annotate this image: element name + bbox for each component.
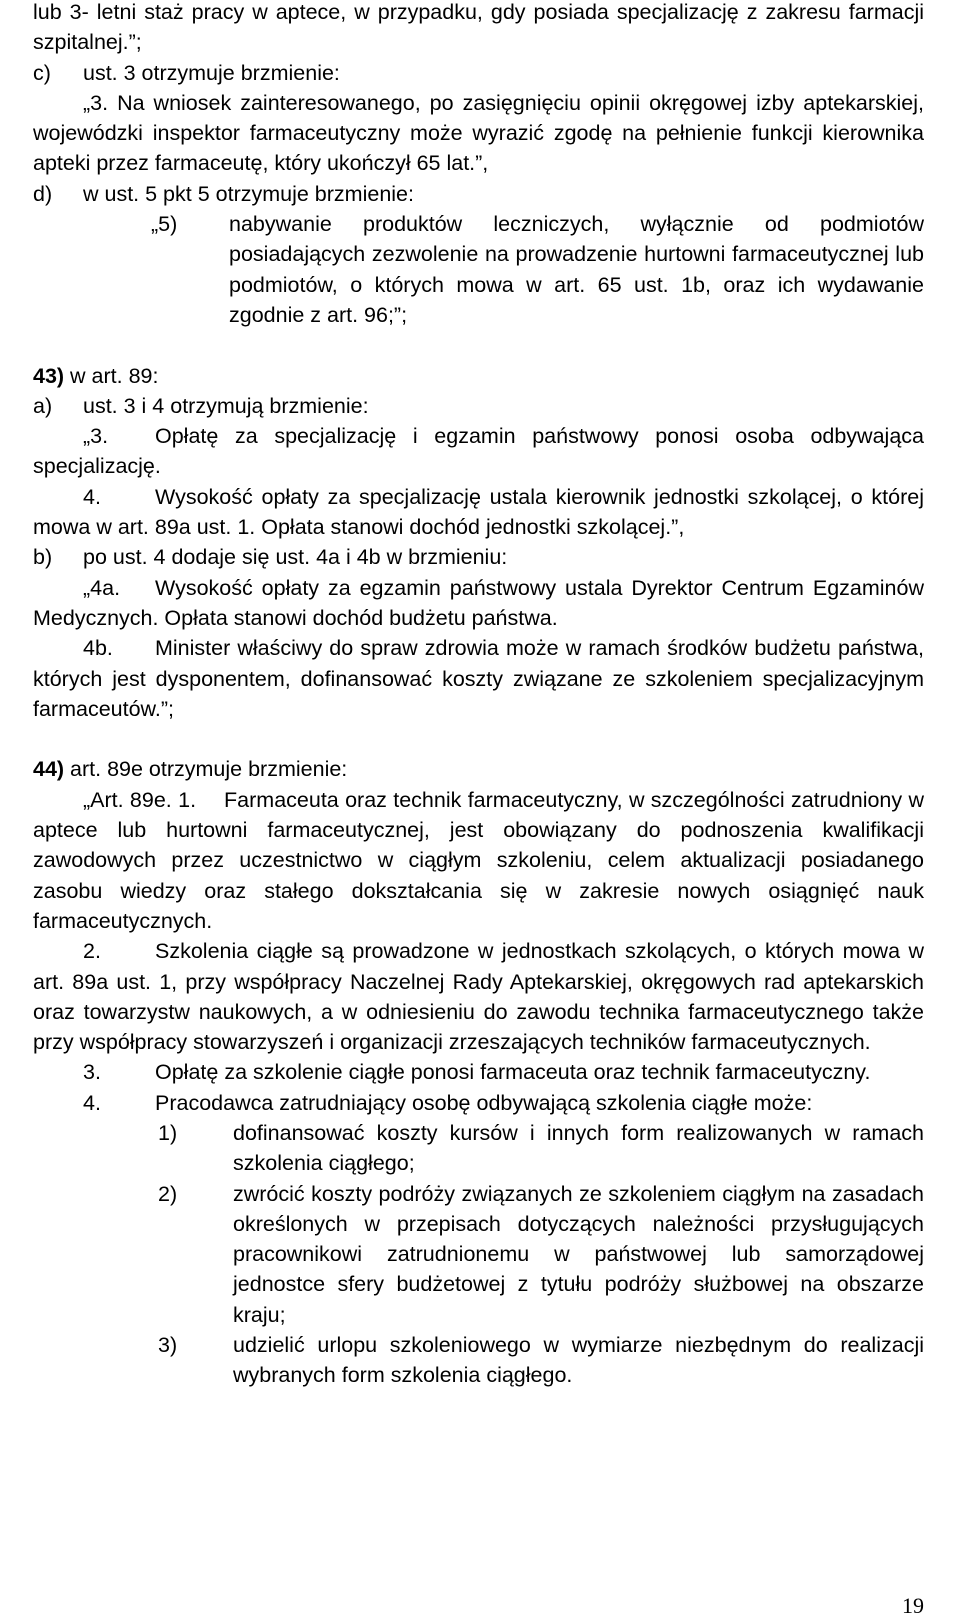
list-item-a [33, 391, 924, 421]
paragraph-number: 4. [83, 484, 101, 509]
paragraph-text: Wysokość opłaty za egzamin państwowy ustala Dyrektor Centrum Egzaminów Medycznych. Opłata stanowi dochód budżetu państwa. [33, 575, 924, 630]
list-point-3 [33, 1330, 924, 1391]
paragraph-4b [33, 633, 924, 724]
list-item-c [33, 58, 924, 88]
point-label: 1) [158, 1120, 178, 1145]
paragraph-text: Szkolenia ciągłe są prowadzone w jednostkach szkolących, o których mowa w art. 89a ust. 1, przy współpracy Naczelnej Rady Aptekarskiej, okręgowych rad aptekarskich oraz towarzystw naukowych, a w odniesieniu do zawodu technika farmaceutycznego także przy współpracy stowarzyszeń i organizacji zrzeszających techników farmaceutycznych. [33, 939, 924, 1055]
item-label: a) [33, 393, 53, 418]
point-text: zwrócić koszty podróży związanych ze szkoleniem ciągłym na zasadach określonych w przepisach dotyczących należności przysługujących pracownikowi zatrudnionemu w państwowej lub samorządowej jednostce sfery budżetowej z tytułu podróży służbowej na obszarze kraju; [233, 1181, 924, 1327]
paragraph-number: 3. [83, 1060, 101, 1085]
paragraph-3 [33, 421, 924, 482]
list-point-2 [33, 1179, 924, 1330]
item-text: ust. 3 otrzymuje brzmienie: [83, 60, 340, 85]
paragraph-4 [33, 482, 924, 543]
paragraph-number: „3. [83, 424, 109, 449]
section-heading-text: art. 89e otrzymuje brzmienie: [64, 757, 348, 782]
item-text: ust. 3 i 4 otrzymują brzmienie: [83, 393, 369, 418]
point-label: 2) [158, 1181, 178, 1206]
item-text: po ust. 4 dodaje się ust. 4a i 4b w brzmieniu: [83, 545, 508, 570]
paragraph-number: 2. [83, 939, 101, 964]
item-label: b) [33, 545, 53, 570]
quoted-point-5 [33, 209, 924, 330]
item-label: d) [33, 181, 53, 206]
point-text: nabywanie produktów leczniczych, wyłącznie od podmiotów posiadających zezwolenie na prowadzenie hurtowni farmaceutycznej lub podmiotów, o których mowa w art. 65 ust. 1b, oraz ich wydawanie zgodnie z art. 96;”; [229, 212, 924, 327]
paragraph-text: Opłatę za specjalizację i egzamin państwowy ponosi osoba odbywająca specjalizację. [33, 424, 924, 479]
spacer [33, 724, 924, 754]
point-text: udzielić urlopu szkoleniowego w wymiarze niezbędnym do realizacji wybranych form szkolenia ciągłego. [233, 1333, 924, 1388]
article-number: „Art. 89e. 1. [83, 787, 197, 812]
item-label: c) [33, 60, 51, 85]
list-item-b [33, 542, 924, 572]
paragraph-number: 4b. [83, 636, 113, 661]
document-body [33, 0, 924, 1391]
article-89e-paragraph-1 [33, 785, 924, 936]
page-number: 19 [902, 1593, 924, 1618]
section-heading-43 [33, 361, 924, 391]
paragraph-number: 4. [83, 1090, 101, 1115]
paragraph-text: Minister właściwy do spraw zdrowia może w ramach środków budżetu państwa, których jest dysponentem, dofinansować koszty związane ze szkoleniem specjalizacyjnym farmaceutów.”; [33, 636, 924, 721]
spacer [33, 330, 924, 360]
section-heading-text: w art. 89: [64, 363, 159, 388]
point-label: „5) [151, 212, 178, 237]
article-89e-paragraph-2 [33, 936, 924, 1057]
paragraph-text: Opłatę za szkolenie ciągłe ponosi farmaceuta oraz technik farmaceutyczny. [155, 1060, 871, 1085]
section-number: 43) [33, 363, 65, 388]
paragraph-text: Wysokość opłaty za specjalizację ustala kierownik jednostki szkolącej, o której mowa w art. 89a ust. 1. Opłata stanowi dochód jednostki szkolącej.”, [33, 484, 924, 540]
paragraph-text: Pracodawca zatrudniający osobę odbywającą szkolenia ciągłe może: [155, 1090, 813, 1115]
list-item-d [33, 179, 924, 209]
article-89e-paragraph-4 [33, 1088, 924, 1118]
paragraph-4a [33, 573, 924, 634]
item-text: w ust. 5 pkt 5 otrzymuje brzmienie: [83, 181, 414, 206]
section-heading-44 [33, 754, 924, 784]
point-label: 3) [158, 1333, 178, 1358]
section-number: 44) [33, 757, 65, 782]
quoted-paragraph-3: „3. Na wniosek zainteresowanego, po zasięgnięciu opinii okręgowej izby aptekarskiej, wojewódzki inspektor farmaceutyczny może wyrazić zgodę na pełnienie funkcji kierownika apteki przez farmaceutę, który ukończył 65 lat.”, [33, 90, 924, 176]
article-89e-paragraph-3 [33, 1057, 924, 1087]
continued-text: lub 3- letni staż pracy w aptece, w przypadku, gdy posiada specjalizację z zakresu farmacji szpitalnej.”; [33, 0, 924, 55]
list-point-1 [33, 1118, 924, 1179]
paragraph-text: Farmaceuta oraz technik farmaceutyczny, w szczególności zatrudniony w aptece lub hurtowni farmaceutycznej, jest obowiązany do podnoszenia kwalifikacji zawodowych przez uczestnictwo w ciągłym szkoleniu, celem aktualizacji posiadanego zasobu wiedzy oraz stałego dokształcania się w zakresie nowych osiągnięć nauk farmaceutycznych. [33, 787, 924, 933]
paragraph-number: „4a. [83, 575, 121, 600]
point-text: dofinansować koszty kursów i innych form realizowanych w ramach szkolenia ciągłego; [233, 1120, 924, 1176]
